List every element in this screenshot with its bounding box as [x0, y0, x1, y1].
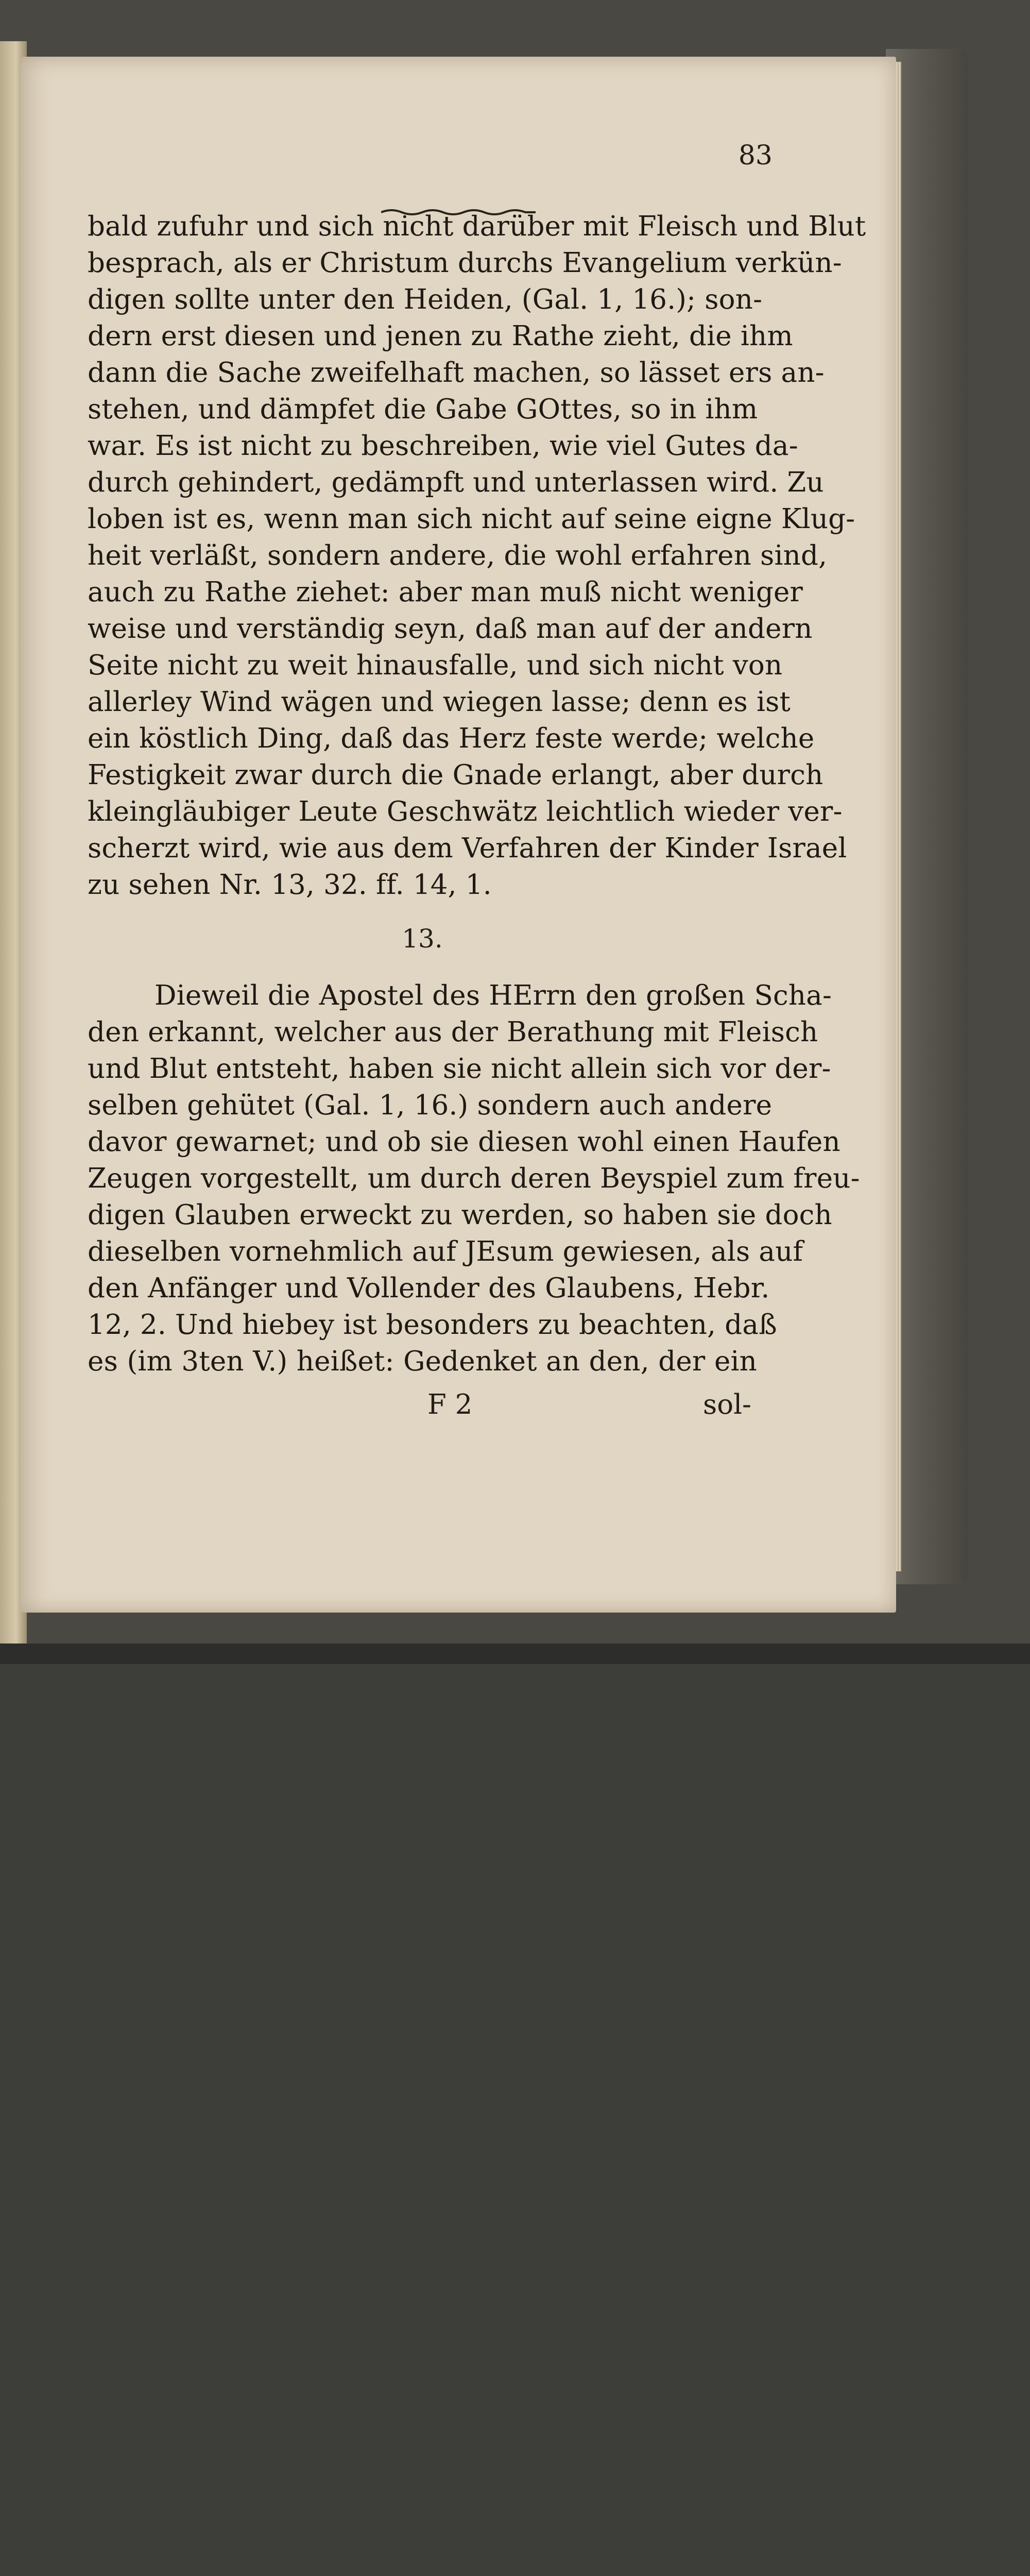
text-line: Festigkeit zwar durch die Gnade erlangt, aber durch	[88, 759, 823, 791]
text-line: Seite nicht zu weit hinausfalle, und sich nicht von	[88, 650, 783, 681]
text-line: weise und verständig seyn, daß man auf der andern	[88, 613, 813, 645]
text-line: zu sehen Nr. 13, 32. ff. 14, 1.	[88, 869, 492, 901]
text-line: Zeugen vorgestellt, um durch deren Beyspiel zum freu-	[88, 1163, 860, 1194]
text-line: davor gewarnet; und ob sie diesen wohl einen Haufen	[88, 1126, 840, 1158]
text-line: scherzt wird, wie aus dem Verfahren der Kinder Israel	[88, 833, 847, 864]
text-line: digen Glauben erweckt zu werden, so haben sie doch	[88, 1199, 832, 1231]
text-line: 12, 2. Und hiebey ist besonders zu beachten, daß	[88, 1309, 777, 1341]
text-line: den Anfänger und Vollender des Glaubens, Hebr.	[88, 1273, 770, 1304]
text-line: besprach, als er Christum durchs Evangelium verkün-	[88, 247, 842, 279]
text-line: Dieweil die Apostel des HErrn den großen Scha-	[154, 980, 832, 1011]
text-line: ein köstlich Ding, daß das Herz feste werde; welche	[88, 723, 815, 754]
text-line: dern erst diesen und jenen zu Rathe zieht, die ihm	[88, 320, 793, 352]
text-line: war. Es ist nicht zu beschreiben, wie viel Gutes da-	[88, 430, 798, 462]
text-line: auch zu Rathe ziehet: aber man muß nicht weniger	[88, 577, 803, 608]
printer-signature: F 2	[427, 1389, 473, 1420]
text-line: bald zufuhr und sich nicht darüber mit Fleisch und Blut	[88, 211, 866, 242]
page-number: 83	[738, 140, 772, 171]
text-line: stehen, und dämpfet die Gabe GOttes, so in ihm	[88, 394, 758, 425]
text-line: loben ist es, wenn man sich nicht auf seine eigne Klug-	[88, 503, 855, 535]
catchword: sol-	[703, 1389, 751, 1420]
text-line: durch gehindert, gedämpft und unterlassen wird. Zu	[88, 467, 824, 498]
text-line: allerley Wind wägen und wiegen lasse; denn es ist	[88, 686, 791, 718]
text-line: kleingläubiger Leute Geschwätz leichtlich wieder ver-	[88, 796, 843, 827]
text-line: dann die Sache zweifelhaft machen, so lässet ers an-	[88, 357, 825, 388]
viewer-footer	[0, 1643, 1030, 1664]
text-line: selben gehütet (Gal. 1, 16.) sondern auch andere	[88, 1090, 772, 1121]
text-line: es (im 3ten V.) heißet: Gedenket an den, der ein	[88, 1346, 757, 1377]
text-line: den erkannt, welcher aus der Berathung mit Fleisch	[88, 1016, 818, 1048]
text-line: dieselben vornehmlich auf JEsum gewiesen, als auf	[88, 1236, 803, 1267]
text-line: und Blut entsteht, haben sie nicht allein sich vor der-	[88, 1053, 831, 1084]
section-number: 13.	[402, 924, 443, 954]
text-line: heit verläßt, sondern andere, die wohl erfahren sind,	[88, 540, 828, 571]
text-line: digen sollte unter den Heiden, (Gal. 1, 16.); son-	[88, 284, 763, 315]
